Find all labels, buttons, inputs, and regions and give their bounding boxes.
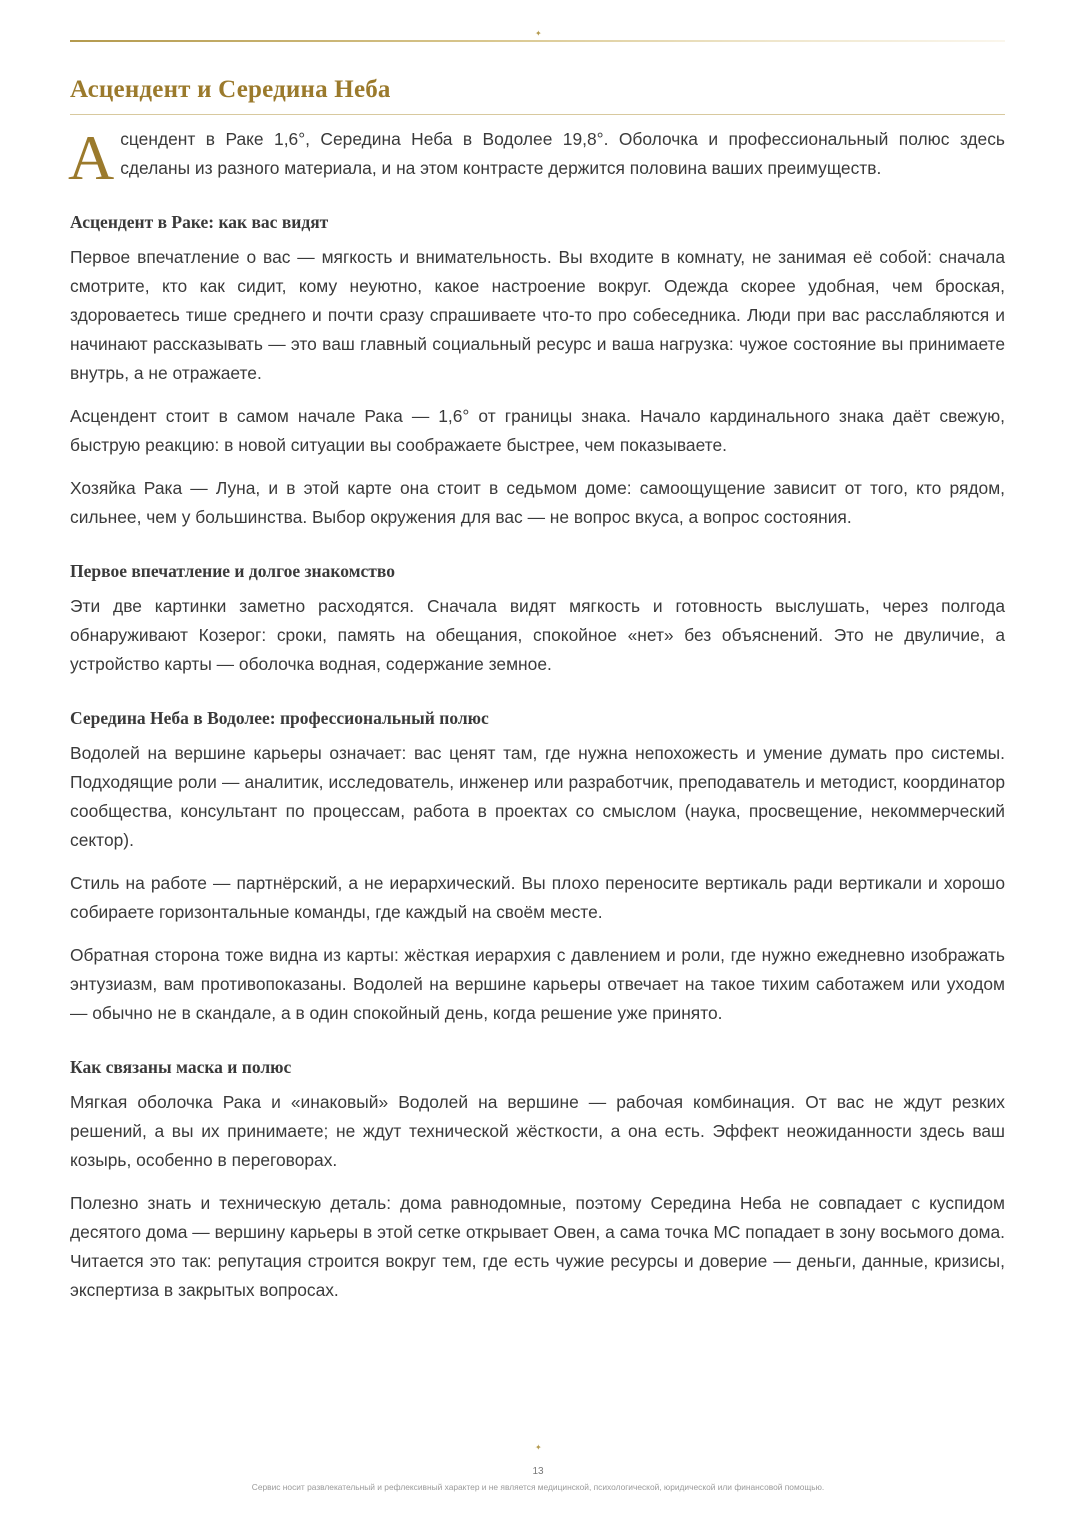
paragraph: Эти две картинки заметно расходятся. Сначала видят мягкость и готовность выслушать, через полгода обнаруживают Козерог: сроки, память на обещания, спокойное «нет» без объяснений. Это не двуличие, а устройство карты — оболочка водная, содержание земное. xyxy=(70,596,1005,674)
page-number: 13 xyxy=(532,1466,544,1477)
intro-text: сцендент в Раке 1,6°, Середина Неба в Водолее 19,8°. Оболочка и профессиональный полюс здесь сделаны из разного материала, и на этом контрасте держится половина ваших преимуществ. xyxy=(120,129,1005,178)
paragraph: Водолей на вершине карьеры означает: вас ценят там, где нужна непохожесть и умение думать про системы. Подходящие роли — аналитик, исследователь, инженер или разработчик, преподаватель и методист, координатор сообщества, консультант по процессам, работа в проектах со смыслом (наука, просвещение, некоммерческий сектор). xyxy=(70,743,1005,850)
paragraph: Хозяйка Рака — Луна, и в этой карте она стоит в седьмом доме: самоощущение зависит от того, кто рядом, сильнее, чем у большинства. Выбор окружения для вас — не вопрос вкуса, а вопрос состояния. xyxy=(70,478,1005,527)
section-heading-first-impression: Первое впечатление и долгое знакомство xyxy=(70,561,395,581)
section-heading-ascendant: Асцендент в Раке: как вас видят xyxy=(70,212,329,232)
section-heading-midheaven: Середина Неба в Водолее: профессиональный полюс xyxy=(70,708,489,728)
intro-paragraph xyxy=(68,122,1005,193)
section-heading-mask-and-pole: Как связаны маска и полюс xyxy=(70,1057,292,1077)
paragraph: Мягкая оболочка Рака и «инаковый» Водолей на вершине — рабочая комбинация. От вас не ждут резких решений, а вы их принимаете; не ждут технической жёсткости, а она есть. Эффект неожиданности здесь ваш козырь, особенно в переговорах. xyxy=(70,1092,1005,1170)
paragraph: Обратная сторона тоже видна из карты: жёсткая иерархия с давлением и роли, где нужно ежедневно изображать энтузиазм, вам противопоказаны. Водолей на вершине карьеры отвечает на такое тихим саботажем или уходом — обычно не в скандале, а в один спокойный день, когда решение уже принято. xyxy=(70,945,1005,1023)
ornament-top-icon: ✦ xyxy=(535,29,542,38)
ornament-bottom-icon: ✦ xyxy=(535,1443,542,1452)
paragraph: Полезно знать и техническую деталь: дома равнодомные, поэтому Середина Неба не совпадает с куспидом десятого дома — вершину карьеры в этой сетке открывает Овен, а сама точка MC попадает в зону восьмого дома. Читается это так: репутация строится вокруг тем, где есть чужие ресурсы и доверие — деньги, данные, кризисы, экспертиза в закрытых вопросах. xyxy=(70,1193,1005,1300)
page-title: Асцендент и Середина Неба xyxy=(70,76,1005,115)
paragraph: Асцендент стоит в самом начале Рака — 1,6° от границы знака. Начало кардинального знака даёт свежую, быструю реакцию: в новой ситуации вы соображаете быстрее, чем показываете. xyxy=(70,406,1005,455)
paragraph: Первое впечатление о вас — мягкость и внимательность. Вы входите в комнату, не занимая её собой: сначала смотрите, кто как сидит, кому неуютно, какое настроение вокруг. Одежда скорее удобная, чем броская, здороваетесь тише среднего и почти сразу спрашиваете что-то про собеседника. Люди при вас расслабляются и начинают рассказывать — это ваш главный социальный ресурс и ваша нагрузка: чужое состояние вы принимаете внутрь, а не отражаете. xyxy=(70,247,1005,383)
paragraph: Стиль на работе — партнёрский, а не иерархический. Вы плохо переносите вертикаль ради вертикали и хорошо собираете горизонтальные команды, где каждый на своём месте. xyxy=(70,873,1005,922)
footer-disclaimer: Сервис носит развлекательный и рефлексивный характер и не является медицинской, психологической, юридической или финансовой помощью. xyxy=(251,1482,825,1492)
dropcap-letter: А xyxy=(68,122,115,193)
top-divider xyxy=(70,40,1005,42)
page-content xyxy=(70,76,1005,1305)
